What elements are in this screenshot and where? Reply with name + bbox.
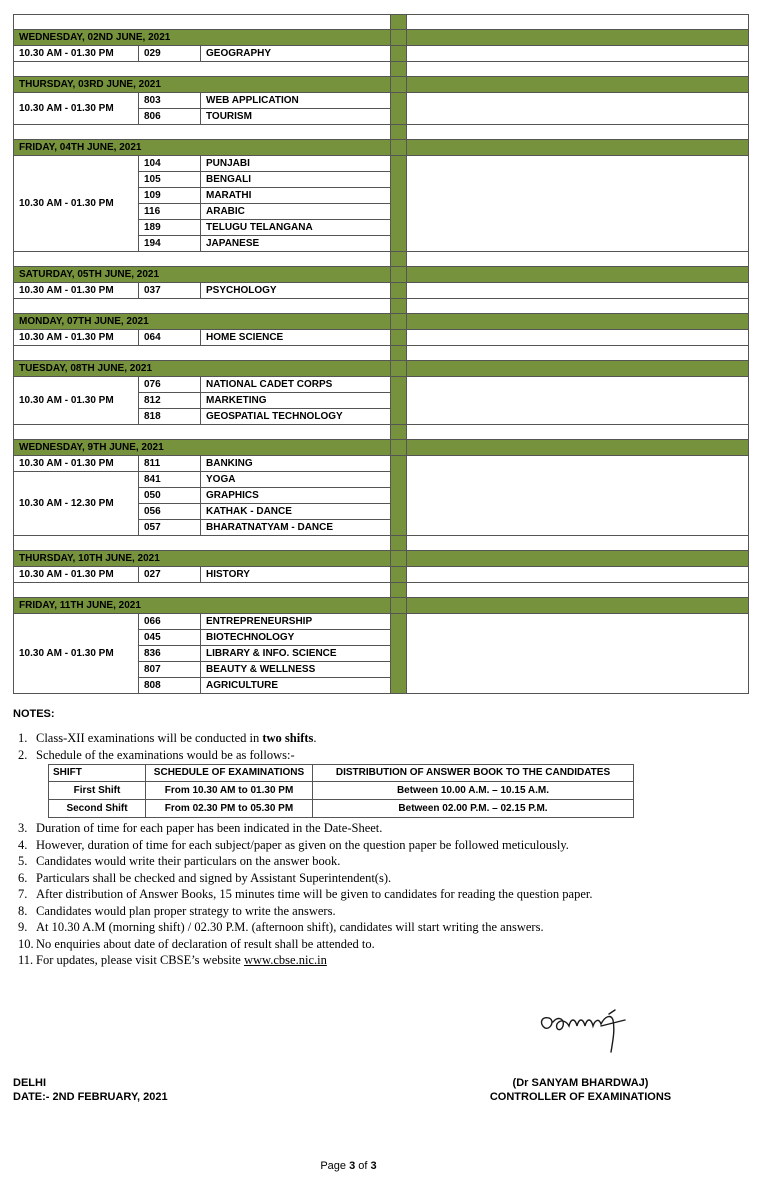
empty-cell — [407, 377, 749, 425]
empty-cell — [407, 456, 749, 536]
date-band-right — [407, 440, 749, 456]
date-band-right — [407, 30, 749, 46]
subject-code: 818 — [139, 409, 201, 425]
empty-cell — [14, 536, 391, 551]
page-label: of — [355, 1160, 371, 1172]
note-item — [18, 952, 738, 969]
empty-cell — [407, 283, 749, 299]
subject-name: BEAUTY & WELLNESS — [201, 662, 391, 678]
divider-band — [391, 598, 407, 614]
exam-time: 10.30 AM - 01.30 PM — [14, 614, 139, 694]
note-item — [18, 747, 738, 764]
note-number: 3. — [18, 821, 28, 835]
date-band-right — [407, 314, 749, 330]
note-text: At 10.30 A.M (morning shift) / 02.30 P.M. (afternoon shift), candidates will start writing the answers. — [36, 920, 544, 934]
page-number — [0, 1160, 697, 1172]
cbse-website-link[interactable]: www.cbse.nic.in — [243, 953, 327, 967]
subject-name: NATIONAL CADET CORPS — [201, 377, 391, 393]
note-number: 4. — [18, 837, 28, 852]
paper-row — [14, 614, 749, 630]
subject-code: 057 — [139, 520, 201, 536]
empty-cell — [407, 299, 749, 314]
divider-band — [391, 125, 407, 140]
note-number: 1. — [18, 731, 28, 745]
exam-time: 10.30 AM - 01.30 PM — [14, 93, 139, 125]
divider-band — [391, 77, 407, 93]
schedule-header: SCHEDULE OF EXAMINATIONS — [146, 765, 313, 782]
date-band-right — [407, 267, 749, 283]
subject-code: 066 — [139, 614, 201, 630]
date-row — [14, 267, 749, 283]
note-text: For updates, please visit CBSE’s website — [36, 953, 244, 967]
note-text: Particulars shall be checked and signed by Assistant Superintendent(s). — [36, 870, 392, 885]
empty-cell — [407, 252, 749, 267]
date-sheet-table — [13, 14, 749, 694]
subject-code: 806 — [139, 109, 201, 125]
empty-cell — [407, 425, 749, 440]
subject-code: 037 — [139, 283, 201, 299]
empty-cell — [14, 62, 391, 77]
subject-name: MARKETING — [201, 393, 391, 409]
empty-cell — [14, 583, 391, 598]
subject-code: 803 — [139, 93, 201, 109]
exam-time: 10.30 AM - 01.30 PM — [14, 283, 139, 299]
exam-time: 10.30 AM - 01.30 PM — [14, 567, 139, 583]
shift-distribution: Between 02.00 P.M. – 02.15 P.M. — [313, 800, 634, 818]
divider-band — [391, 299, 407, 314]
subject-name: GRAPHICS — [201, 488, 391, 504]
note-item — [18, 730, 738, 747]
paper-row — [14, 283, 749, 299]
subject-code: 076 — [139, 377, 201, 393]
shift-header: SHIFT — [49, 765, 146, 782]
subject-name: PUNJABI — [201, 156, 391, 172]
subject-code: 808 — [139, 678, 201, 694]
subject-name: TOURISM — [201, 109, 391, 125]
subject-name: BIOTECHNOLOGY — [201, 630, 391, 646]
divider-band — [391, 456, 407, 536]
note-text: Candidates would plan proper strategy to write the answers. — [36, 903, 336, 918]
divider-band — [391, 583, 407, 598]
note-number: 9. — [18, 920, 28, 934]
note-number: 11. — [18, 953, 34, 967]
exam-date: SATURDAY, 05TH JUNE, 2021 — [14, 267, 391, 283]
shift-name: Second Shift — [49, 800, 146, 818]
empty-cell — [14, 425, 391, 440]
empty-cell — [407, 614, 749, 694]
divider-band — [391, 46, 407, 62]
note-text: Candidates would write their particulars on the answer book. — [36, 854, 341, 868]
subject-name: ARABIC — [201, 204, 391, 220]
paper-row — [14, 567, 749, 583]
divider-band — [391, 30, 407, 46]
empty-cell — [14, 252, 391, 267]
subject-code: 807 — [139, 662, 201, 678]
divider-band — [391, 551, 407, 567]
footer-left — [13, 1076, 168, 1104]
date-band-right — [407, 551, 749, 567]
subject-name: YOGA — [201, 472, 391, 488]
note-number: 7. — [18, 887, 28, 901]
note-item — [18, 853, 738, 870]
subject-code: 029 — [139, 46, 201, 62]
note-item — [18, 820, 738, 837]
note-number: 2. — [18, 747, 28, 762]
signature-image — [535, 996, 665, 1058]
exam-time: 10.30 AM - 01.30 PM — [14, 46, 139, 62]
shift-distribution: Between 10.00 A.M. – 10.15 A.M. — [313, 782, 634, 800]
subject-name: HISTORY — [201, 567, 391, 583]
subject-code: 105 — [139, 172, 201, 188]
date-band-right — [407, 361, 749, 377]
subject-name: HOME SCIENCE — [201, 330, 391, 346]
subject-name: AGRICULTURE — [201, 678, 391, 694]
paper-row — [14, 156, 749, 172]
shift-row — [49, 782, 634, 800]
empty-cell — [14, 15, 391, 30]
exam-time: 10.30 AM - 01.30 PM — [14, 330, 139, 346]
exam-time: 10.30 AM - 01.30 PM — [14, 377, 139, 425]
note-number: 5. — [18, 854, 28, 868]
paper-row — [14, 377, 749, 393]
exam-time: 10.30 AM - 01.30 PM — [14, 456, 139, 472]
note-item — [18, 837, 738, 854]
exam-time: 10.30 AM - 01.30 PM — [14, 156, 139, 252]
divider-band — [391, 140, 407, 156]
empty-cell — [14, 346, 391, 361]
empty-cell — [14, 125, 391, 140]
subject-name: MARATHI — [201, 188, 391, 204]
exam-time: 10.30 AM - 12.30 PM — [14, 472, 139, 536]
distribution-header: DISTRIBUTION OF ANSWER BOOK TO THE CANDIDATES — [313, 765, 634, 782]
divider-band — [391, 361, 407, 377]
notes-list — [18, 730, 738, 969]
signatory-name: (Dr SANYAM BHARDWAJ) — [512, 1077, 649, 1089]
shift-schedule: From 02.30 PM to 05.30 PM — [146, 800, 313, 818]
subject-code: 811 — [139, 456, 201, 472]
empty-cell — [407, 62, 749, 77]
empty-cell — [407, 330, 749, 346]
empty-cell — [407, 46, 749, 62]
empty-cell — [407, 156, 749, 252]
divider-band — [391, 614, 407, 694]
divider-band — [391, 15, 407, 30]
subject-name: LIBRARY & INFO. SCIENCE — [201, 646, 391, 662]
subject-code: 194 — [139, 236, 201, 252]
note-text: Schedule of the examinations would be as follows:- — [36, 747, 295, 762]
spacer-row — [14, 125, 749, 140]
subject-code: 109 — [139, 188, 201, 204]
divider-band — [391, 156, 407, 252]
signatory-designation: CONTROLLER OF EXAMINATIONS — [489, 1091, 672, 1103]
divider-band — [391, 283, 407, 299]
paper-row — [14, 93, 749, 109]
footer-place: DELHI — [13, 1077, 46, 1089]
date-row — [14, 140, 749, 156]
divider-band — [391, 377, 407, 425]
spacer-row — [14, 583, 749, 598]
divider-band — [391, 346, 407, 361]
date-row — [14, 361, 749, 377]
shift-table-header — [49, 765, 634, 782]
subject-code: 027 — [139, 567, 201, 583]
spacer-row — [14, 346, 749, 361]
empty-cell — [407, 583, 749, 598]
note-text: No enquiries about date of declaration of result shall be attended to. — [36, 936, 375, 951]
empty-cell — [14, 299, 391, 314]
exam-date: FRIDAY, 04TH JUNE, 2021 — [14, 140, 391, 156]
spacer-row — [14, 62, 749, 77]
spacer-row — [14, 536, 749, 551]
divider-band — [391, 330, 407, 346]
subject-name: ENTREPRENEURSHIP — [201, 614, 391, 630]
date-row — [14, 77, 749, 93]
divider-band — [391, 267, 407, 283]
shift-row — [49, 800, 634, 818]
empty-cell — [407, 536, 749, 551]
notes-title: NOTES: — [13, 708, 55, 720]
shift-schedule: From 10.30 AM to 01.30 PM — [146, 782, 313, 800]
paper-row — [14, 46, 749, 62]
note-item — [18, 903, 738, 920]
subject-code: 841 — [139, 472, 201, 488]
subject-name: TELUGU TELANGANA — [201, 220, 391, 236]
subject-code: 050 — [139, 488, 201, 504]
subject-code: 104 — [139, 156, 201, 172]
subject-code: 045 — [139, 630, 201, 646]
spacer-row — [14, 299, 749, 314]
exam-date: FRIDAY, 11TH JUNE, 2021 — [14, 598, 391, 614]
date-row — [14, 314, 749, 330]
note-text: However, duration of time for each subject/paper as given on the question paper be followed meticulously. — [36, 837, 569, 852]
empty-cell — [407, 346, 749, 361]
subject-name: BENGALI — [201, 172, 391, 188]
subject-code: 189 — [139, 220, 201, 236]
page-label: Page — [320, 1160, 350, 1172]
date-row — [14, 598, 749, 614]
page-current: 3 — [349, 1160, 356, 1172]
subject-name: BHARATNATYAM - DANCE — [201, 520, 391, 536]
subject-code: 116 — [139, 204, 201, 220]
exam-date: WEDNESDAY, 9TH JUNE, 2021 — [14, 440, 391, 456]
divider-band — [391, 425, 407, 440]
note-text: Class-XII examinations will be conducted in — [36, 731, 263, 745]
shift-schedule-table — [48, 764, 634, 818]
divider-band — [391, 93, 407, 125]
empty-cell — [407, 93, 749, 125]
subject-name: GEOGRAPHY — [201, 46, 391, 62]
spacer-row — [14, 15, 749, 30]
spacer-row — [14, 252, 749, 267]
note-number: 8. — [18, 903, 28, 918]
empty-cell — [407, 125, 749, 140]
subject-code: 836 — [139, 646, 201, 662]
empty-cell — [407, 567, 749, 583]
divider-band — [391, 567, 407, 583]
paper-row — [14, 330, 749, 346]
subject-name: GEOSPATIAL TECHNOLOGY — [201, 409, 391, 425]
subject-code: 812 — [139, 393, 201, 409]
subject-name: KATHAK - DANCE — [201, 504, 391, 520]
subject-name: BANKING — [201, 456, 391, 472]
subject-code: 064 — [139, 330, 201, 346]
date-band-right — [407, 598, 749, 614]
subject-code: 056 — [139, 504, 201, 520]
exam-date: MONDAY, 07TH JUNE, 2021 — [14, 314, 391, 330]
note-item — [18, 919, 738, 936]
note-emphasis: two shifts — [262, 731, 314, 745]
shift-name: First Shift — [49, 782, 146, 800]
exam-date: WEDNESDAY, 02ND JUNE, 2021 — [14, 30, 391, 46]
note-number: 6. — [18, 870, 28, 885]
divider-band — [391, 440, 407, 456]
note-text: . — [313, 731, 317, 745]
footer-right — [478, 1076, 683, 1104]
note-item — [18, 936, 738, 953]
note-item — [18, 870, 738, 887]
subject-name: JAPANESE — [201, 236, 391, 252]
subject-name: WEB APPLICATION — [201, 93, 391, 109]
note-text: After distribution of Answer Books, 15 minutes time will be given to candidates for reading the question paper. — [36, 887, 593, 901]
divider-band — [391, 62, 407, 77]
shift-table-wrapper — [18, 764, 738, 818]
empty-cell — [407, 15, 749, 30]
exam-date: TUESDAY, 08TH JUNE, 2021 — [14, 361, 391, 377]
note-text: Duration of time for each paper has been indicated in the Date-Sheet. — [36, 821, 383, 835]
note-number: 10. — [18, 936, 34, 951]
divider-band — [391, 536, 407, 551]
date-band-right — [407, 77, 749, 93]
spacer-row — [14, 425, 749, 440]
exam-date: THURSDAY, 03RD JUNE, 2021 — [14, 77, 391, 93]
divider-band — [391, 314, 407, 330]
exam-date: THURSDAY, 10TH JUNE, 2021 — [14, 551, 391, 567]
date-band-right — [407, 140, 749, 156]
divider-band — [391, 252, 407, 267]
date-row — [14, 30, 749, 46]
date-row — [14, 551, 749, 567]
subject-name: PSYCHOLOGY — [201, 283, 391, 299]
note-item — [18, 886, 738, 903]
page-total: 3 — [370, 1160, 377, 1172]
footer-date: DATE:- 2ND FEBRUARY, 2021 — [13, 1091, 168, 1103]
paper-row — [14, 456, 749, 472]
date-row — [14, 440, 749, 456]
